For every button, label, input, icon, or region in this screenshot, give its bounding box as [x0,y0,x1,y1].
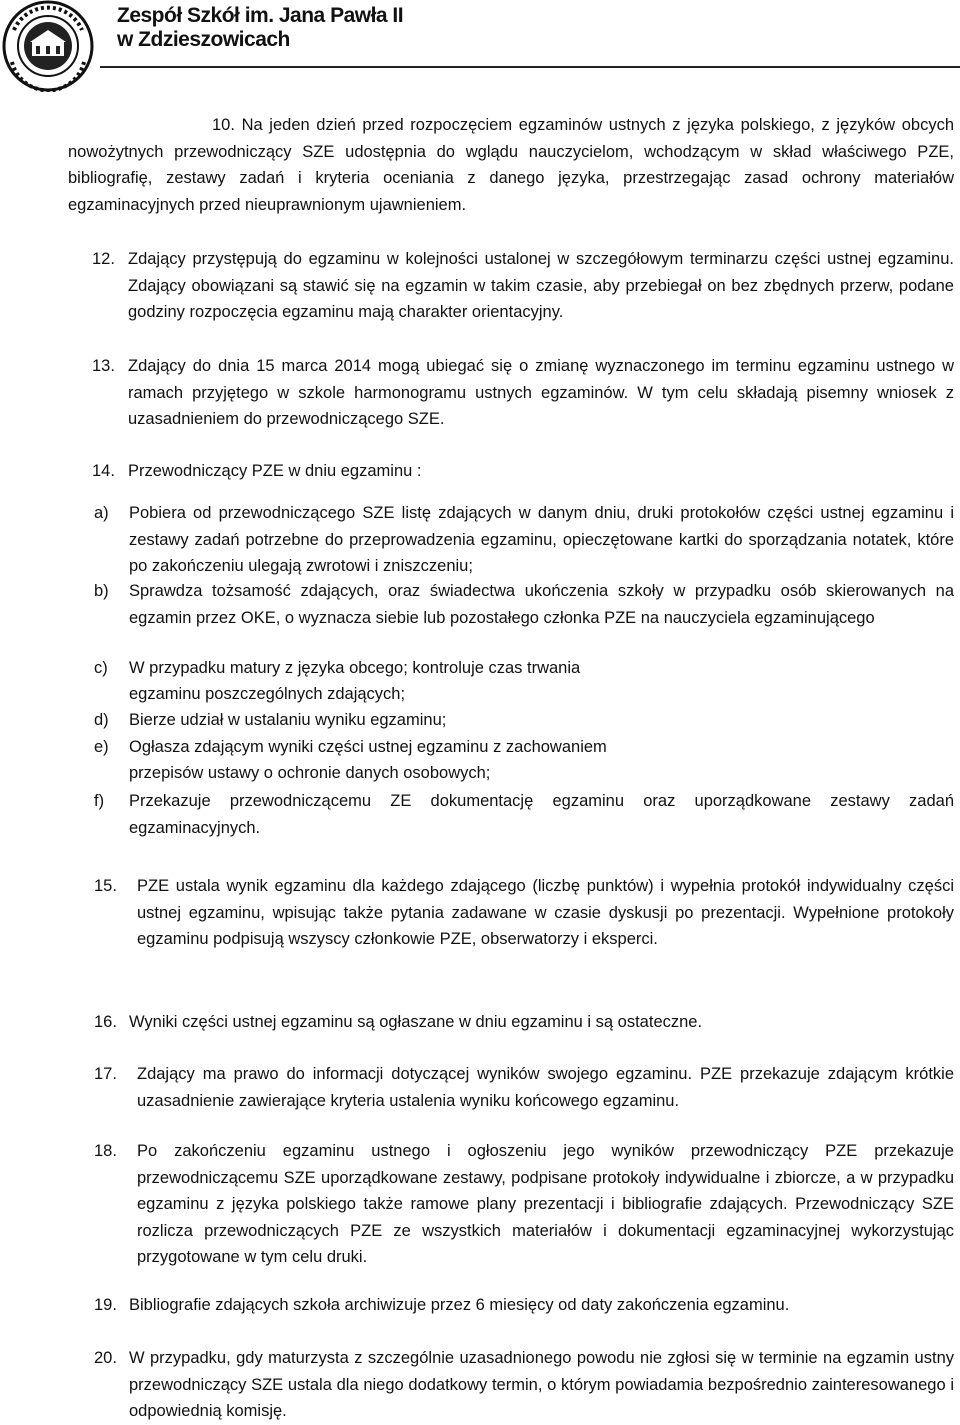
paragraph-text: Przewodniczący PZE w dniu egzaminu : [128,462,422,480]
paragraph-text: PZE ustala wynik egzaminu dla każdego zdającego (liczbę punktów) i wypełnia protokół indywidualny części ustnej egzaminu, wpisując także pytania zadawane w czasie dyskusji po prezentacji. Wypełnione protokoły egzaminu podpisują wszyscy członkowie PZE, obserwatorzy i eksperci. [137,877,954,948]
header-rule [100,66,960,68]
paragraph-number: 12. [92,250,115,268]
school-seal-icon [0,0,100,92]
page-header [0,0,960,95]
sub-item-text: Przekazuje przewodniczącemu ZE dokumentację egzaminu oraz uporządkowane zestawy zadań egzaminacyjnych. [129,792,954,837]
sub-item-label: a) [94,504,109,522]
school-name [117,4,403,52]
paragraph-number: 15. [94,877,117,895]
sub-item-label: e) [94,738,109,756]
sub-item-label: c) [94,659,108,677]
paragraph-text: Zdający do dnia 15 marca 2014 mogą ubiegać się o zmianę wyznaczonego im terminu egzaminu ustnego w ramach przyjętego w szkole harmonogramu ustnych egzaminów. W tym celu składają pisemny wniosek z uzasadnieniem do przewodniczącego SZE. [128,357,954,428]
paragraph-number: 16. [94,1013,117,1031]
paragraph-number: 17. [94,1065,117,1083]
paragraph-text: Wyniki części ustnej egzaminu są ogłaszane w dniu egzaminu i są ostateczne. [129,1013,703,1031]
sub-item-label: b) [94,582,109,600]
paragraph-text: Na jeden dzień przed rozpoczęciem egzaminów ustnych z języka polskiego, z języków obcych nowożytnych przewodniczący SZE udostępnia do wglądu nauczycielom, wchodzącym w skład właściwego PZE, bibliografię, zestawy zadań i kryteria oceniania z danego języka, przestrzegając zasad ochrony materiałów egzaminacyjnych przed nieuprawnionym ujawnieniem. [68,116,954,214]
paragraph-10 [68,112,954,218]
paragraph-number: 20. [94,1349,117,1367]
sub-item-label: d) [94,711,109,729]
paragraph-number: 18. [94,1142,117,1160]
paragraph-text: W przypadku, gdy maturzysta z szczególnie uzasadnionego powodu nie zgłosi się w terminie na egzamin ustny przewodniczący SZE ustala dla niego dodatkowy termin, o którym powiadamia bezpośrednio zainteresowanego i odpowiednią komisję. [129,1349,954,1420]
paragraph-text: Bibliografie zdających szkoła archiwizuje przez 6 miesięcy od daty zakończenia egzaminu. [129,1296,790,1314]
sub-item-text: Pobiera od przewodniczącego SZE listę zdających w danym dniu, druki protokołów części ustnej egzaminu i zestawy zadań potrzebne do przeprowadzenia egzaminu, opieczętowane kartki do sporządzania notatek, które po zakończeniu ulegają zwrotowi i zniszczeniu; [129,504,954,575]
sub-item-text: W przypadku matury z języka obcego; kontroluje czas trwania [129,659,581,677]
paragraph-text: Po zakończeniu egzaminu ustnego i ogłoszeniu jego wyników przewodniczący PZE przekazuje przewodniczącemu SZE uporządkowane zestawy, podpisane protokoły indywidualne i zbiorcze, a w przypadku egzaminu z języka polskiego także ramowe plany prezentacji i bibliografie zdających. Przewodniczący SZE rozlicza przewodniczących PZE ze wszystkich materiałów i dokumentacji egzaminacyjnej wykorzystując przygotowane w tym celu druki. [137,1142,954,1266]
school-name-line1: Zespół Szkół im. Jana Pawła II [117,4,404,27]
sub-item-label: f) [94,792,105,810]
school-name-line2: w Zdzieszowicach [117,28,290,51]
paragraph-number: 13. [92,357,115,375]
paragraph-number: 10. [212,116,235,134]
paragraph-number: 14. [92,462,115,480]
paragraph-text: Zdający ma prawo do informacji dotyczącej wyników swojego egzaminu. PZE przekazuje zdającym krótkie uzasadnienie zawierające kryteria ustalenia wyniku końcowego egzaminu. [137,1065,954,1110]
sub-item-text-continuation: przepisów ustawy o ochronie danych osobowych; [129,764,491,782]
paragraph-text: Zdający przystępują do egzaminu w kolejności ustalonej w szczegółowym terminarzu części ustnej egzaminu. Zdający obowiązani są stawić się na egzamin w takim czasie, aby przebiegał on bez zbędnych przerw, podane godziny rozpoczęcia egzaminu mają charakter orientacyjny. [128,250,954,321]
sub-item-text: Ogłasza zdającym wyniki części ustnej egzaminu z zachowaniem [129,738,607,756]
paragraph-number: 19. [94,1296,117,1314]
sub-item-text: Bierze udział w ustalaniu wyniku egzaminu; [129,711,447,729]
sub-item-text-continuation: egzaminu poszczególnych zdających; [129,685,406,703]
sub-item-text: Sprawdza tożsamość zdających, oraz świadectwa ukończenia szkoły w przypadku osób skierowanych na egzamin przez OKE, o wyznacza siebie lub pozostałego członka PZE na nauczyciela egzaminującego [129,582,954,627]
